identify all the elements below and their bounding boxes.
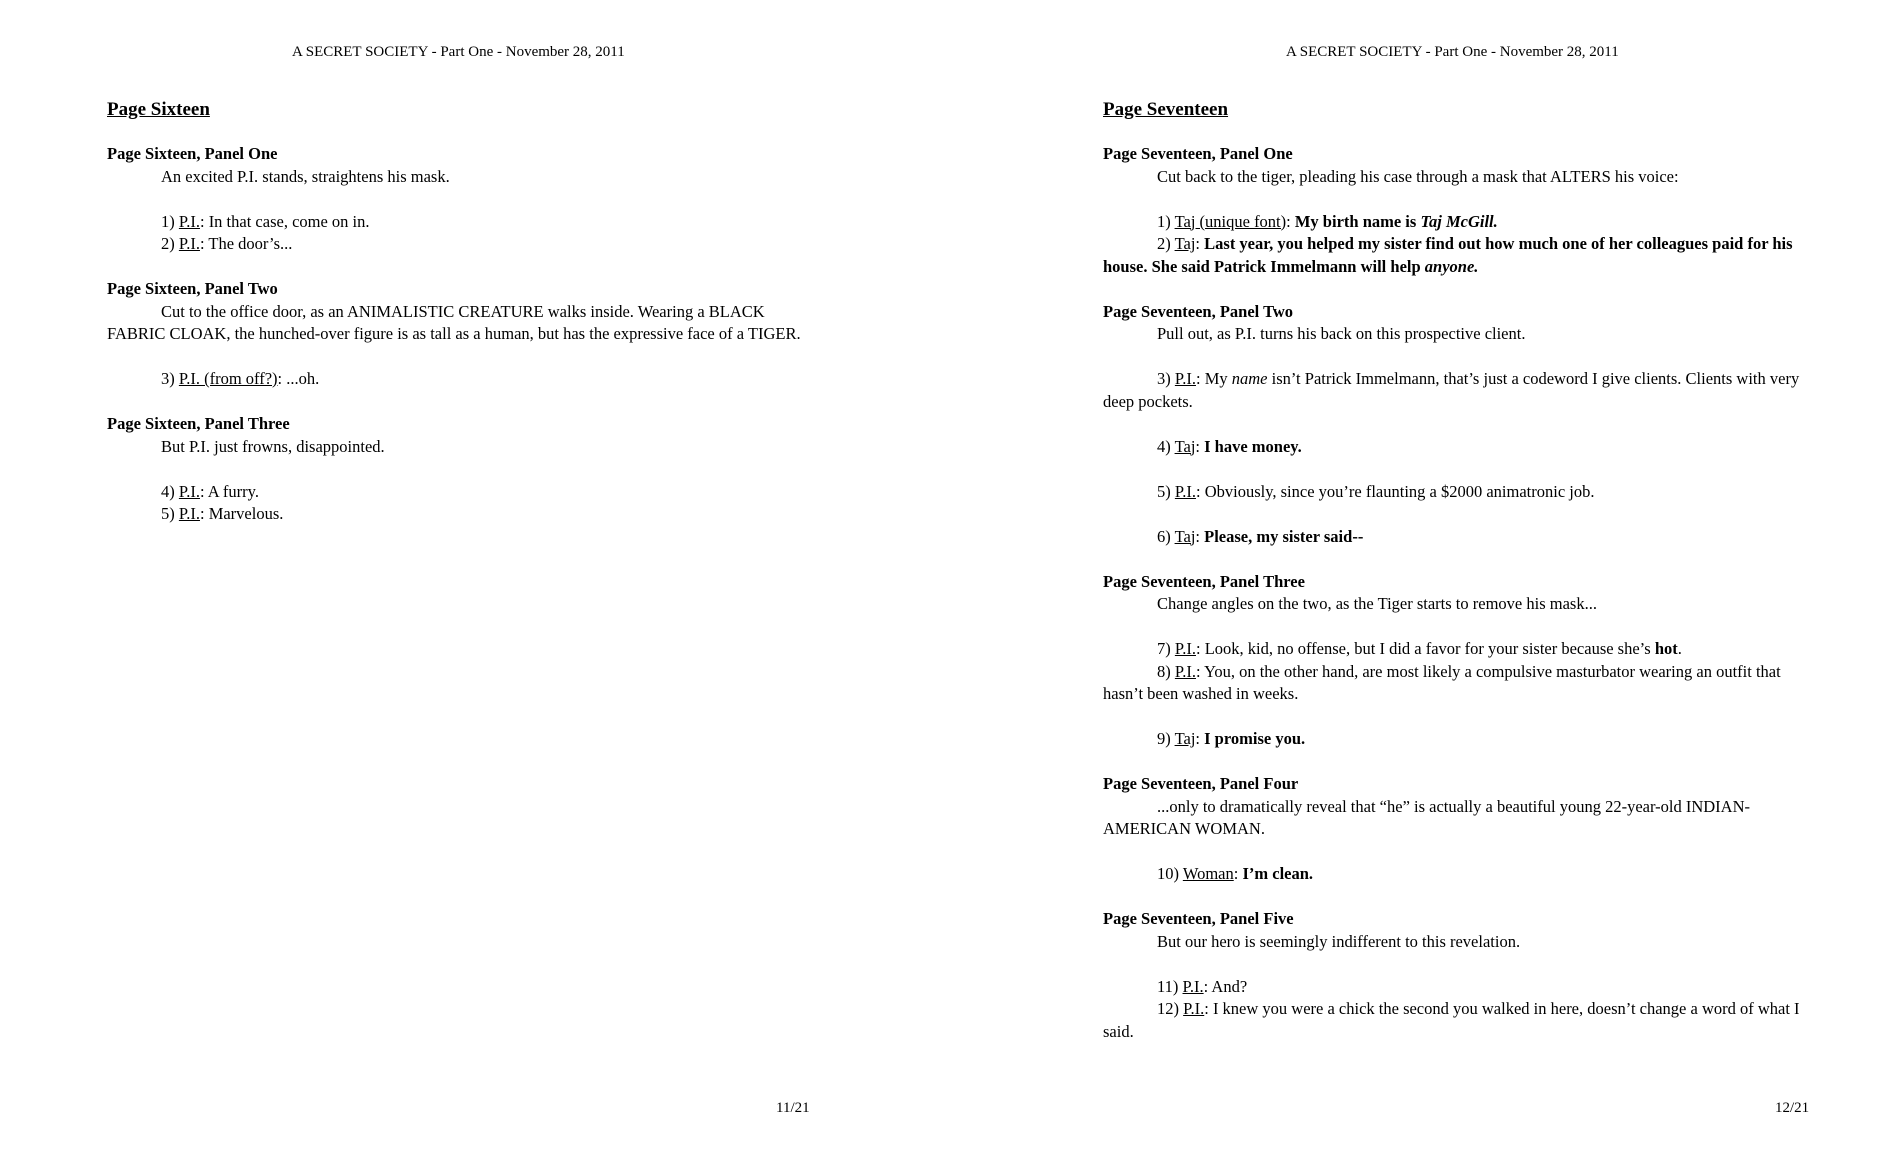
speaker: P.I. [178, 234, 200, 253]
dialogue-line: 5) P.I.: Marvelous. [161, 504, 284, 523]
page-title: Page Seventeen [1103, 99, 1229, 120]
dialogue-line: 1) P.I.: In that case, come on in. [161, 211, 370, 231]
dialogue-group [107, 481, 807, 526]
panel-block [107, 278, 807, 346]
speaker: P.I. [1174, 661, 1196, 681]
dialogue-line: 7) P.I.: Look, kid, no offense, but I did a favor for your sister because she’s hot. [1157, 639, 1682, 658]
panel-heading: Page Seventeen, Panel Four [1103, 774, 1299, 793]
page-number: 12/21 [1775, 1100, 1810, 1116]
speaker: P.I. [178, 481, 200, 501]
panel-block [107, 413, 807, 458]
dialogue-line: 4) P.I.: A furry. [161, 481, 259, 501]
panel-heading: Page Seventeen, Panel Three [1103, 571, 1305, 591]
speaker: P.I. [178, 504, 200, 523]
panel-block [1103, 908, 1811, 953]
speaker: P.I. [178, 211, 200, 231]
page-header: A SECRET SOCIETY - Part One - November 28, 2011 [1286, 44, 1619, 60]
dialogue-group [1103, 526, 1811, 549]
dialogue-group [1103, 481, 1811, 504]
panel-block [1103, 773, 1811, 841]
dialogue-line: 11) P.I.: And? [1157, 976, 1248, 996]
panel-heading: Page Seventeen, Panel Five [1103, 909, 1294, 928]
script-content [1103, 143, 1811, 1066]
speaker: Taj [1174, 729, 1196, 748]
panel-description: But P.I. just frowns, disappointed. [161, 436, 385, 456]
dialogue-line: 10) Woman: I’m clean. [1157, 864, 1314, 883]
dialogue-group [1103, 211, 1811, 279]
panel-heading: Page Seventeen, Panel Two [1103, 301, 1294, 321]
speaker: P.I. [1182, 976, 1204, 996]
dialogue-line: 1) Taj (unique font): My birth name is Taj McGill. [1157, 211, 1498, 231]
dialogue-group [107, 211, 807, 256]
dialogue-line: 2) P.I.: The door’s... [161, 234, 293, 253]
dialogue-group [1103, 863, 1811, 886]
dialogue-line: 4) Taj: I have money. [1157, 436, 1302, 456]
panel-description: ...only to dramatically reveal that “he” is actually a beautiful young 22-year-old INDIAN-AMERICAN WOMAN. [1103, 796, 1750, 838]
page-header: A SECRET SOCIETY - Part One - November 28, 2011 [292, 44, 625, 60]
dialogue-line: 12) P.I.: I knew you were a chick the second you walked in here, doesn’t change a word of what I said. [1103, 999, 1800, 1041]
dialogue-line: 8) P.I.: You, on the other hand, are most likely a compulsive masturbator wearing an outfit that hasn’t been washed in weeks. [1103, 661, 1781, 703]
script-content [107, 143, 807, 548]
panel-heading: Page Seventeen, Panel One [1103, 144, 1293, 163]
dialogue-line: 9) Taj: I promise you. [1157, 729, 1306, 748]
panel-block [1103, 571, 1811, 616]
speaker: P.I. (from off?) [178, 369, 278, 388]
dialogue-group [1103, 728, 1811, 751]
dialogue-group [1103, 368, 1811, 413]
page-title: Page Sixteen [107, 99, 210, 120]
dialogue-line: 6) Taj: Please, my sister said-- [1157, 526, 1364, 546]
speaker: P.I. [1174, 639, 1196, 658]
page-number: 11/21 [776, 1100, 810, 1116]
dialogue-line: 2) Taj: Last year, you helped my sister find out how much one of her colleagues paid for his house. She said Patrick Immelmann will help anyone. [1103, 234, 1793, 276]
panel-block [1103, 301, 1811, 346]
panel-description: An excited P.I. stands, straightens his mask. [161, 166, 450, 186]
speaker: Taj [1174, 234, 1196, 253]
dialogue-group [1103, 976, 1811, 1044]
speaker: P.I. [1174, 481, 1196, 501]
dialogue-group [1103, 638, 1811, 706]
speaker: Taj [1174, 526, 1196, 546]
speaker: P.I. [1174, 369, 1196, 388]
panel-description: Pull out, as P.I. turns his back on this prospective client. [1157, 324, 1526, 343]
speaker: Taj [1174, 436, 1196, 456]
dialogue-line: 3) P.I. (from off?): ...oh. [161, 369, 320, 388]
panel-heading: Page Sixteen, Panel One [107, 144, 278, 163]
left-page [0, 0, 940, 1149]
dialogue-group [1103, 436, 1811, 459]
panel-heading: Page Sixteen, Panel Two [107, 279, 278, 298]
speaker: Woman [1182, 864, 1234, 883]
panel-description: Change angles on the two, as the Tiger starts to remove his mask... [1157, 594, 1597, 613]
panel-description: Cut to the office door, as an ANIMALISTIC CREATURE walks inside. Wearing a BLACK FABRIC CLOAK, the hunched-over figure is as tall as a human, but has the expressive face of a TIGER. [107, 301, 801, 343]
right-page [949, 0, 1898, 1149]
panel-description: Cut back to the tiger, pleading his case through a mask that ALTERS his voice: [1157, 166, 1679, 186]
panel-block [1103, 143, 1811, 188]
dialogue-line: 3) P.I.: My name isn’t Patrick Immelmann, that’s just a codeword I give clients. Clients with very deep pockets. [1103, 369, 1800, 411]
panel-block [107, 143, 807, 188]
speaker: P.I. [1183, 999, 1205, 1018]
dialogue-line: 5) P.I.: Obviously, since you’re flaunting a $2000 animatronic job. [1157, 481, 1595, 501]
speaker: Taj (unique font) [1174, 211, 1287, 231]
panel-heading: Page Sixteen, Panel Three [107, 414, 290, 433]
panel-description: But our hero is seemingly indifferent to this revelation. [1157, 931, 1521, 951]
dialogue-group [107, 368, 807, 391]
